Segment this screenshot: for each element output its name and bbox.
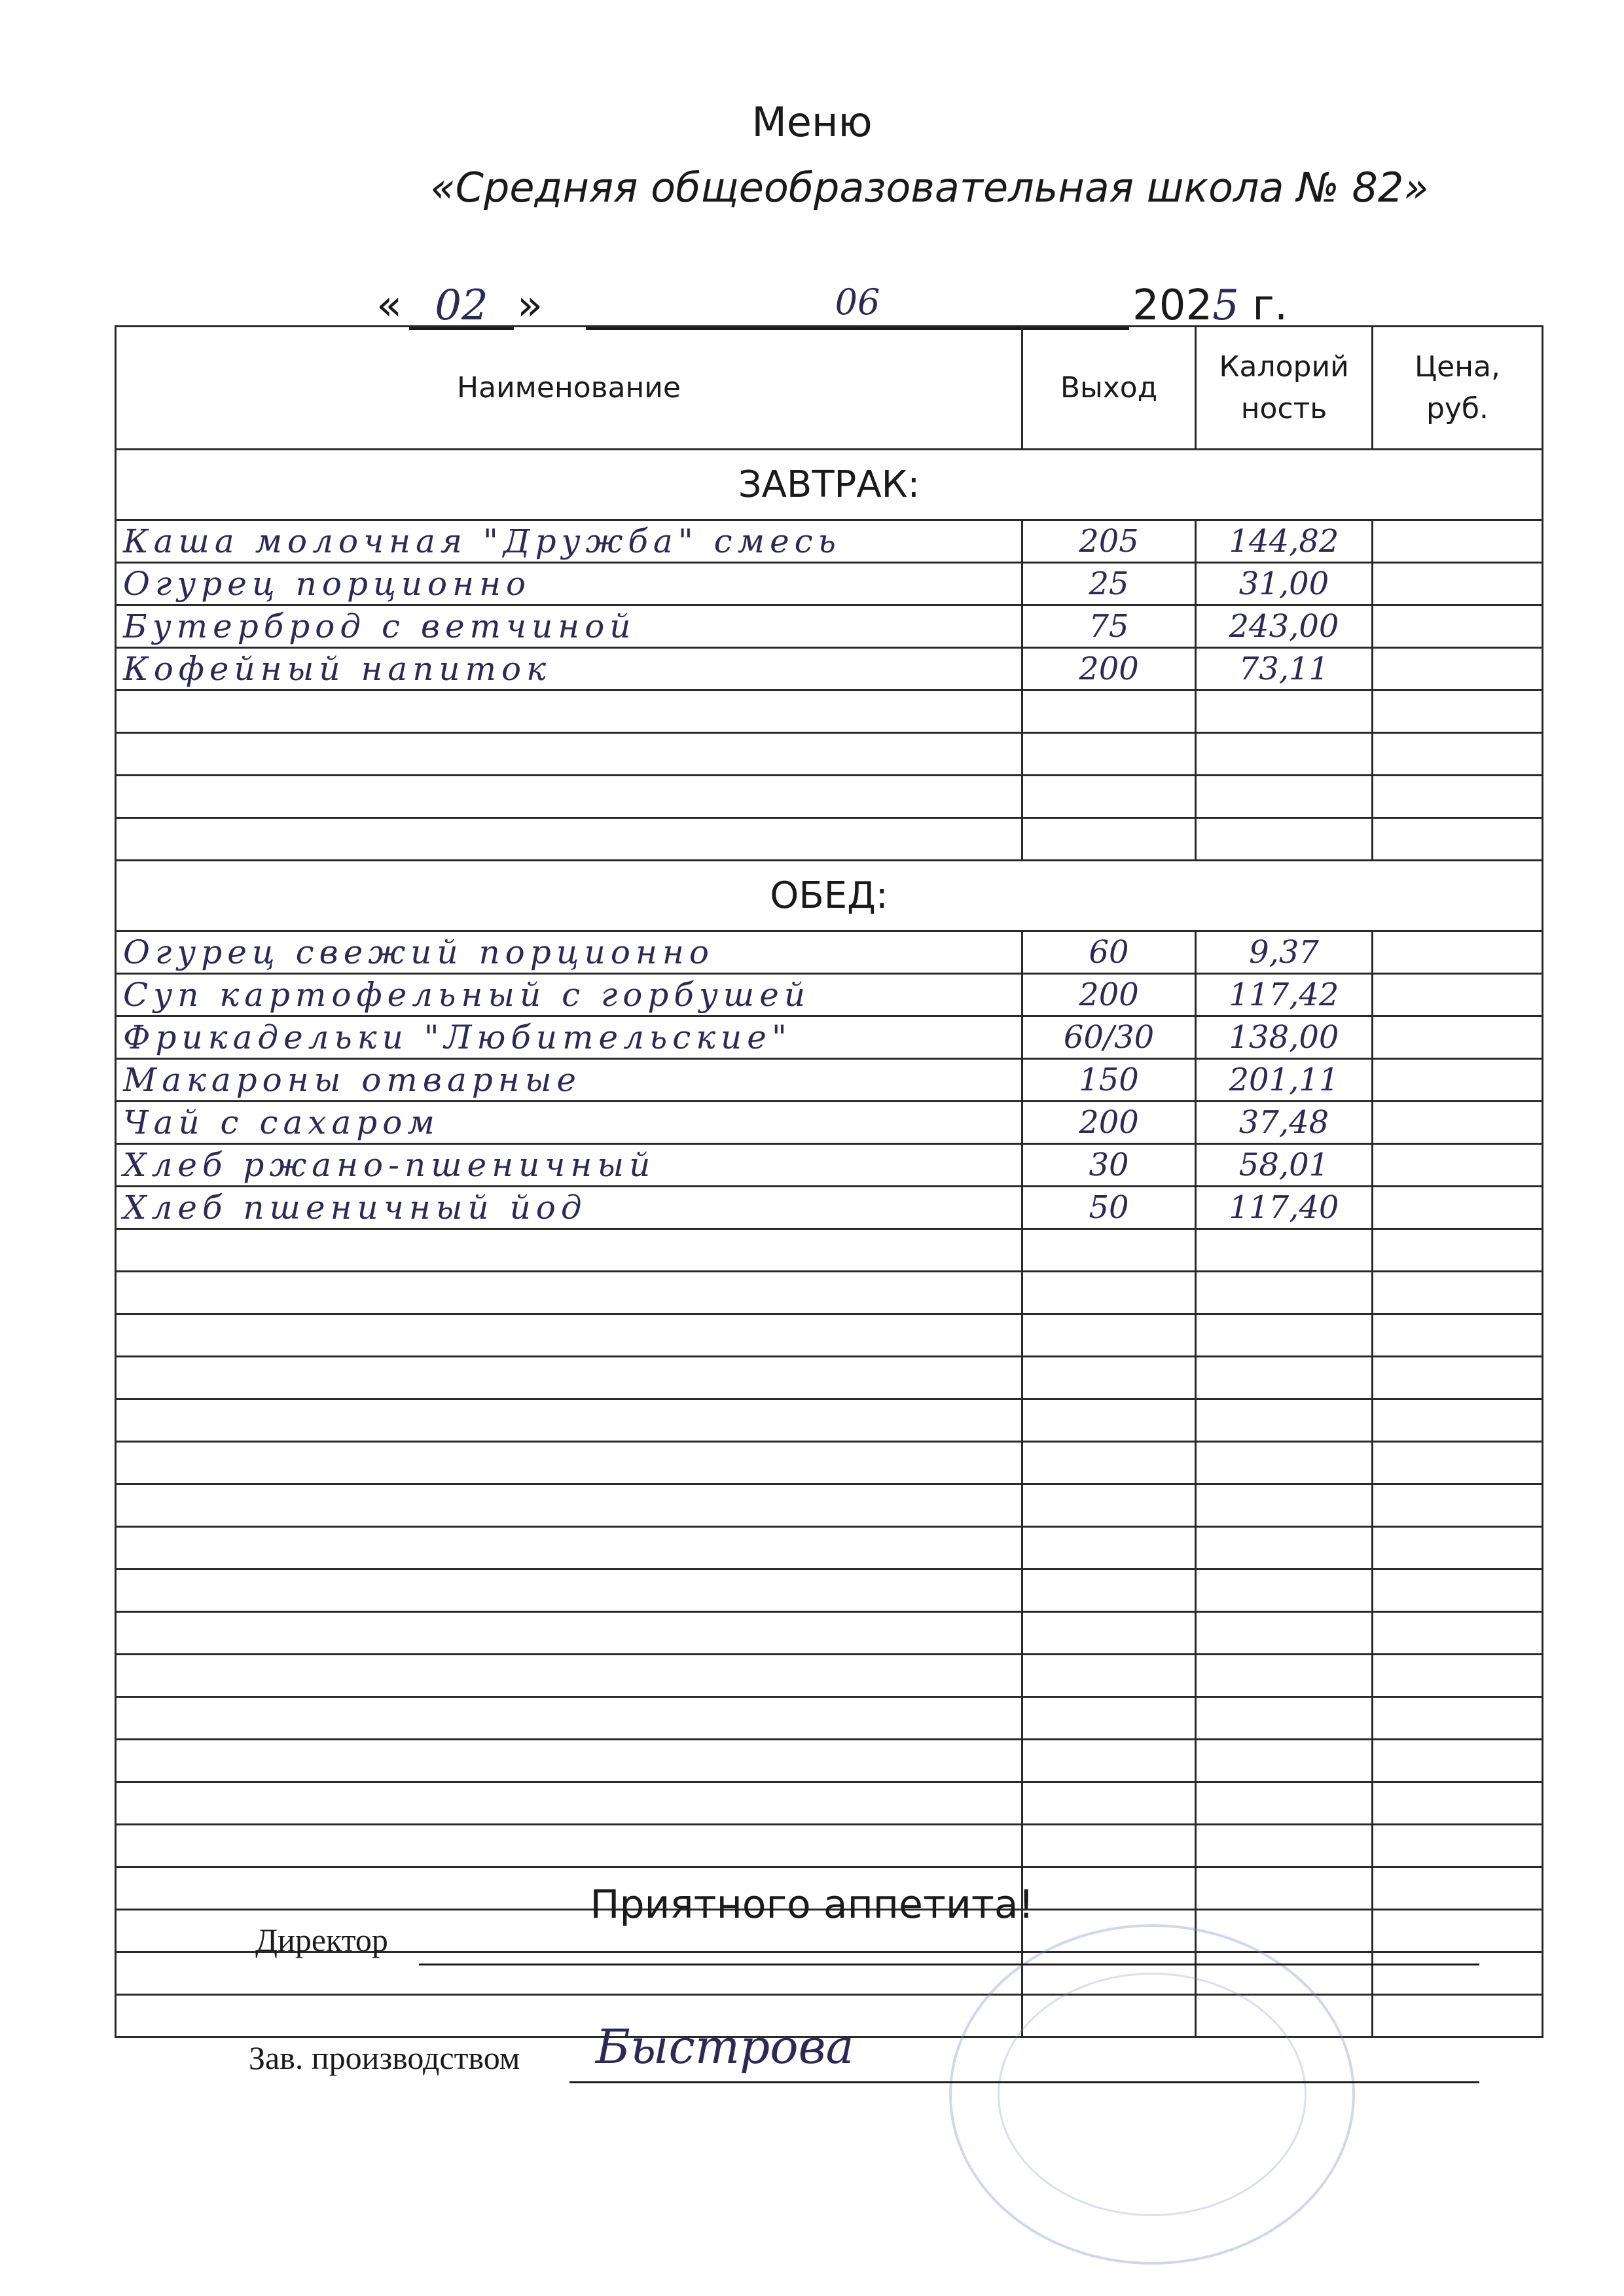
empty-cell <box>1196 1655 1373 1697</box>
empty-cell <box>1022 818 1196 861</box>
dish-calories: 117,40 <box>1196 1187 1373 1229</box>
empty-row <box>116 1442 1543 1484</box>
empty-cell <box>1373 1740 1543 1782</box>
empty-cell <box>1373 1442 1543 1484</box>
dish-price <box>1373 931 1543 974</box>
header-row <box>116 327 1543 450</box>
dish-output: 25 <box>1022 563 1196 605</box>
lunch-section-row <box>116 861 1543 931</box>
empty-cell <box>1022 1484 1196 1527</box>
empty-cell <box>116 1697 1022 1740</box>
empty-cell <box>1373 1995 1543 2037</box>
empty-cell <box>1196 1527 1373 1570</box>
empty-cell <box>116 1442 1022 1484</box>
empty-cell <box>116 1484 1022 1527</box>
dish-price <box>1373 1016 1543 1059</box>
empty-cell <box>1022 1442 1196 1484</box>
table-row <box>116 1144 1543 1187</box>
empty-cell <box>1373 1314 1543 1357</box>
empty-cell <box>1373 1272 1543 1314</box>
empty-cell <box>1196 1570 1373 1612</box>
empty-cell <box>1196 1782 1373 1825</box>
empty-cell <box>1373 1952 1543 1995</box>
empty-cell <box>1373 776 1543 818</box>
breakfast-label: ЗАВТРАК: <box>116 450 1543 520</box>
dish-name: Бутерброд с ветчиной <box>116 605 1022 648</box>
director-signature-line <box>419 1964 1479 1965</box>
table-row <box>116 605 1543 648</box>
dish-name: Кофейный напиток <box>116 648 1022 691</box>
empty-cell <box>116 1357 1022 1399</box>
lunch-label: ОБЕД: <box>116 861 1543 931</box>
empty-cell <box>1196 1612 1373 1655</box>
dish-output: 75 <box>1022 605 1196 648</box>
empty-cell <box>116 1272 1022 1314</box>
empty-cell <box>1373 1484 1543 1527</box>
empty-cell <box>1373 1697 1543 1740</box>
empty-cell <box>1196 1229 1373 1272</box>
empty-row <box>116 1357 1543 1399</box>
empty-cell <box>1022 733 1196 776</box>
empty-cell <box>1196 1442 1373 1484</box>
empty-cell <box>116 1952 1022 1995</box>
header-name: Наименование <box>116 327 1022 450</box>
date-year-prefix: 202 <box>1132 281 1213 330</box>
empty-cell <box>1373 818 1543 861</box>
empty-cell <box>1373 1357 1543 1399</box>
dish-output: 200 <box>1022 1102 1196 1144</box>
empty-row <box>116 1825 1543 1867</box>
empty-cell <box>1022 1655 1196 1697</box>
dish-calories: 37,48 <box>1196 1102 1373 1144</box>
table-row <box>116 563 1543 605</box>
dish-calories: 73,11 <box>1196 648 1373 691</box>
empty-cell <box>1022 776 1196 818</box>
dish-output: 30 <box>1022 1144 1196 1187</box>
date-year-suffix: 5 <box>1212 281 1239 330</box>
empty-cell <box>1022 1612 1196 1655</box>
table-row <box>116 648 1543 691</box>
empty-row <box>116 691 1543 733</box>
empty-cell <box>116 1229 1022 1272</box>
dish-price <box>1373 1187 1543 1229</box>
empty-cell <box>1373 1229 1543 1272</box>
dish-output: 200 <box>1022 974 1196 1016</box>
date-open-quote: « <box>376 281 403 330</box>
empty-row <box>116 1314 1543 1357</box>
empty-cell <box>116 1995 1022 2037</box>
empty-cell <box>116 776 1022 818</box>
empty-cell <box>1196 1399 1373 1442</box>
stamp-inner-ring <box>998 1973 1307 2216</box>
table-row <box>116 1016 1543 1059</box>
date-month: 06 <box>586 281 1129 330</box>
empty-cell <box>1373 1825 1543 1867</box>
production-label: Зав. производством <box>249 2039 520 2076</box>
empty-row <box>116 1272 1543 1314</box>
date-day: 02 <box>409 281 514 330</box>
dish-name: Каша молочная "Дружба" смесь <box>116 520 1022 563</box>
dish-calories: 144,82 <box>1196 520 1373 563</box>
dish-price <box>1373 1102 1543 1144</box>
empty-row <box>116 1229 1543 1272</box>
production-signature: Быстрова <box>596 2019 854 2074</box>
empty-cell <box>1022 1399 1196 1442</box>
empty-cell <box>116 1655 1022 1697</box>
empty-cell <box>116 1399 1022 1442</box>
table-row <box>116 931 1543 974</box>
dish-price <box>1373 563 1543 605</box>
dish-name: Фрикадельки "Любительские" <box>116 1016 1022 1059</box>
empty-row <box>116 776 1543 818</box>
dish-output: 50 <box>1022 1187 1196 1229</box>
production-signature-line <box>569 2081 1479 2083</box>
empty-cell <box>1196 691 1373 733</box>
dish-calories: 138,00 <box>1196 1016 1373 1059</box>
empty-cell <box>1022 1825 1196 1867</box>
breakfast-section-row <box>116 450 1543 520</box>
empty-row <box>116 1399 1543 1442</box>
date-year <box>1132 281 1288 330</box>
empty-cell <box>1022 691 1196 733</box>
empty-cell <box>1373 1399 1543 1442</box>
table-row <box>116 1102 1543 1144</box>
empty-cell <box>1196 1825 1373 1867</box>
dish-price <box>1373 520 1543 563</box>
dish-name: Хлеб пшеничный йод <box>116 1187 1022 1229</box>
empty-cell <box>1196 776 1373 818</box>
table-row <box>116 1187 1543 1229</box>
dish-price <box>1373 1059 1543 1102</box>
empty-row <box>116 1484 1543 1527</box>
empty-cell <box>1022 1570 1196 1612</box>
empty-cell <box>1373 733 1543 776</box>
empty-cell <box>116 1527 1022 1570</box>
empty-cell <box>1373 1570 1543 1612</box>
dish-price <box>1373 648 1543 691</box>
empty-row <box>116 1655 1543 1697</box>
dish-output: 150 <box>1022 1059 1196 1102</box>
dish-name: Чай с сахаром <box>116 1102 1022 1144</box>
director-label: Директор <box>255 1922 388 1958</box>
dish-calories: 31,00 <box>1196 563 1373 605</box>
empty-cell <box>1373 1527 1543 1570</box>
empty-row <box>116 1697 1543 1740</box>
menu-table <box>115 325 1543 2038</box>
table-row <box>116 520 1543 563</box>
empty-cell <box>1373 1612 1543 1655</box>
empty-cell <box>1196 1484 1373 1527</box>
dish-price <box>1373 974 1543 1016</box>
empty-row <box>116 1570 1543 1612</box>
date-year-unit: г. <box>1252 281 1288 330</box>
empty-cell <box>1196 1314 1373 1357</box>
empty-cell <box>1022 1272 1196 1314</box>
empty-cell <box>1196 1272 1373 1314</box>
empty-cell <box>116 733 1022 776</box>
dish-output: 200 <box>1022 648 1196 691</box>
table-row <box>116 1059 1543 1102</box>
empty-cell <box>1373 1782 1543 1825</box>
empty-row <box>116 1740 1543 1782</box>
dish-calories: 9,37 <box>1196 931 1373 974</box>
empty-cell <box>1196 1357 1373 1399</box>
empty-cell <box>1022 1527 1196 1570</box>
empty-row <box>116 733 1543 776</box>
header-price: Цена, руб. <box>1373 327 1543 450</box>
empty-cell <box>1373 691 1543 733</box>
empty-cell <box>1022 1314 1196 1357</box>
dish-name: Суп картофельный с горбушей <box>116 974 1022 1016</box>
dish-calories: 117,42 <box>1196 974 1373 1016</box>
dish-price <box>1373 1144 1543 1187</box>
empty-cell <box>1022 1740 1196 1782</box>
empty-cell <box>1022 1357 1196 1399</box>
empty-cell <box>1022 1697 1196 1740</box>
dish-calories: 58,01 <box>1196 1144 1373 1187</box>
empty-cell <box>116 1740 1022 1782</box>
closing-text: Приятного аппетита! <box>590 1882 1034 1928</box>
empty-cell <box>116 1570 1022 1612</box>
stamp-mark <box>949 1924 1355 2265</box>
dish-name: Огурец свежий порционно <box>116 931 1022 974</box>
dish-output: 60/30 <box>1022 1016 1196 1059</box>
dish-price <box>1373 605 1543 648</box>
empty-cell <box>1196 1697 1373 1740</box>
empty-cell <box>116 1825 1022 1867</box>
empty-cell <box>1196 1740 1373 1782</box>
empty-row <box>116 1782 1543 1825</box>
empty-cell <box>116 1782 1022 1825</box>
school-name: «Средняя общеобразовательная школа № 82» <box>430 164 1429 211</box>
empty-cell <box>116 818 1022 861</box>
empty-cell <box>116 1314 1022 1357</box>
menu-title: Меню <box>751 98 873 146</box>
empty-row <box>116 1527 1543 1570</box>
dish-output: 205 <box>1022 520 1196 563</box>
empty-row <box>116 818 1543 861</box>
dish-name: Хлеб ржано-пшеничный <box>116 1144 1022 1187</box>
table-row <box>116 974 1543 1016</box>
empty-cell <box>1196 733 1373 776</box>
dish-calories: 243,00 <box>1196 605 1373 648</box>
dish-name: Огурец порционно <box>116 563 1022 605</box>
dish-output: 60 <box>1022 931 1196 974</box>
header-output: Выход <box>1022 327 1196 450</box>
header-calories: Калорий ность <box>1196 327 1373 450</box>
empty-cell <box>1022 1782 1196 1825</box>
empty-cell <box>116 1612 1022 1655</box>
empty-cell <box>1373 1655 1543 1697</box>
dish-name: Макароны отварные <box>116 1059 1022 1102</box>
dish-calories: 201,11 <box>1196 1059 1373 1102</box>
empty-cell <box>1022 1229 1196 1272</box>
empty-row <box>116 1612 1543 1655</box>
empty-cell <box>1196 818 1373 861</box>
empty-cell <box>116 691 1022 733</box>
date-close-quote: » <box>517 281 543 330</box>
